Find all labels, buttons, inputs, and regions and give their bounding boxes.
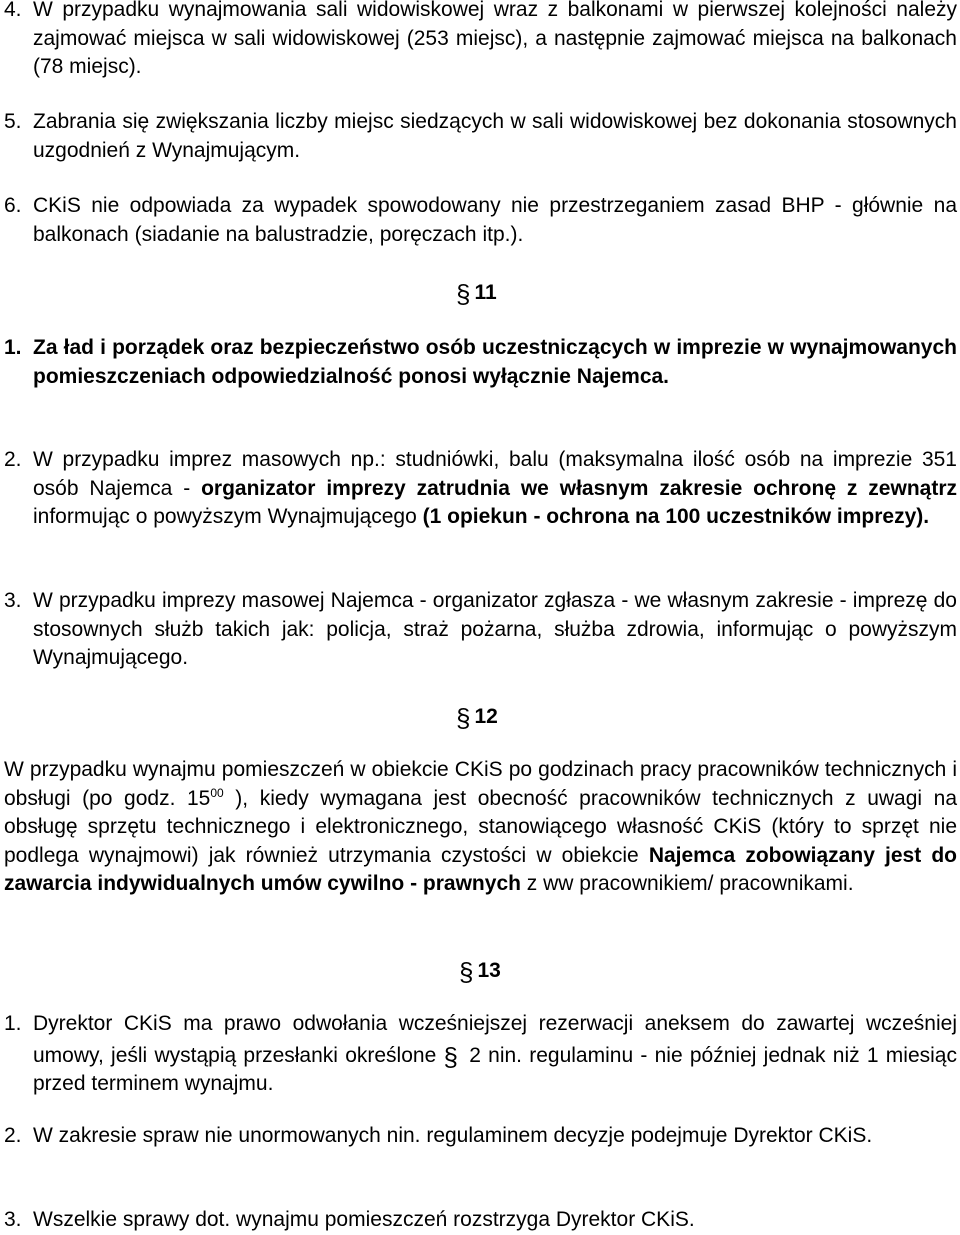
paragraph-bold-text: (1 opiekun - ochrona na 100 uczestników imprezy). [422,505,930,528]
item-number: 2. [4,448,22,471]
paragraph-text: Wszelkie sprawy dot. wynajmu pomieszczeń rozstrzyga Dyrektor CKiS. [33,1208,695,1231]
paragraph-5 [4,108,957,165]
paragraph-6 [4,192,957,249]
paragraph-text: Za ład i porządek oraz bezpieczeństwo osób uczestniczących w imprezie w wynajmowanych pomieszczeniach odpowiedzialność ponosi wyłącznie Najemca. [33,336,957,388]
item-number: 3. [4,1208,22,1231]
paragraph-text: z ww pracownikiem/ pracownikami. [520,872,854,895]
section-number: 13 [477,959,501,982]
section-sign: § [456,279,471,309]
section-13-heading [459,954,501,985]
paragraph-bold-text: Najemca zobowiązany jest do zawarcia indywidualnych umów cywilno - prawnych [4,843,957,895]
item-number: 3. [4,589,22,612]
section-13-item-2 [4,1122,957,1151]
item-number: 6. [4,194,22,217]
section-12-paragraph [4,756,957,899]
section-number: 12 [474,705,498,728]
paragraph-4 [4,0,957,82]
item-number: 2. [4,1124,22,1147]
item-number: 1. [4,1012,22,1035]
section-11-item-2 [4,446,957,532]
section-12-heading [456,700,498,731]
section-13-item-1 [4,1010,957,1099]
item-number: 5. [4,110,22,133]
paragraph-text: W zakresie spraw nie unormowanych nin. regulaminem decyzje podejmuje Dyrektor CKiS. [33,1124,873,1147]
paragraph-text: informując o powyższym Wynajmującego [33,505,423,528]
paragraph-text: ), kiedy wymagana jest obecność pracowników technicznych z uwagi na obsługę sprzętu technicznego i elektronicznego, stanowiącego własność CKiS (który to sprzęt nie podlega wynajmowi) jak również utrzymania czystości w obiekcie [4,786,957,867]
section-11-item-1 [4,334,957,391]
paragraph-text: W przypadku imprez masowych np.: studniówki, balu (maksymalna ilość osób na imprezie 351 osób Najemca - [33,448,957,500]
section-sign: § [443,1041,458,1072]
section-sign: § [459,957,474,987]
section-sign: § [456,703,471,733]
section-11-heading [456,276,497,307]
paragraph-text: W przypadku wynajmu pomieszczeń w obiekcie CKiS po godzinach pracy pracowników technicznych i obsługi (po godz. 15 [4,758,957,810]
superscript-minutes: 00 [210,785,224,800]
paragraph-text: 2 nin. regulaminu - nie później jednak niż 1 miesiąc przed terminem wynajmu. [33,1043,957,1095]
paragraph-text: W przypadku wynajmowania sali widowiskowej wraz z balkonami w pierwszej kolejności należy zajmować miejsca w sali widowiskowej (253 miejsc), a następnie zajmować miejsca na balkonach (78 miejsc). [33,0,957,78]
paragraph-text: W przypadku imprezy masowej Najemca - organizator zgłasza - we własnym zakresie - imprezę do stosownych służb takich jak: policja, straż pożarna, służba zdrowia, informując o powyższym Wynajmującego. [33,589,957,669]
paragraph-bold-text: organizator imprezy zatrudnia we własnym zakresie ochronę z zewnątrz [201,476,957,500]
section-11-item-3 [4,587,957,673]
paragraph-text: CKiS nie odpowiada za wypadek spowodowany nie przestrzeganiem zasad BHP - głównie na balkonach (siadanie na balustradzie, poręczach itp.). [33,194,957,246]
item-number: 1. [4,336,22,359]
paragraph-text: Zabrania się zwiększania liczby miejsc siedzących w sali widowiskowej bez dokonania stosownych uzgodnień z Wynajmującym. [33,110,957,162]
section-number: 11 [474,281,497,304]
item-number: 4. [4,0,22,21]
paragraph-text: Dyrektor CKiS ma prawo odwołania wcześniejszej rezerwacji aneksem do zawartej wcześniej umowy, jeśli wystąpią przesłanki określone [33,1012,957,1067]
section-13-item-3 [4,1206,957,1235]
